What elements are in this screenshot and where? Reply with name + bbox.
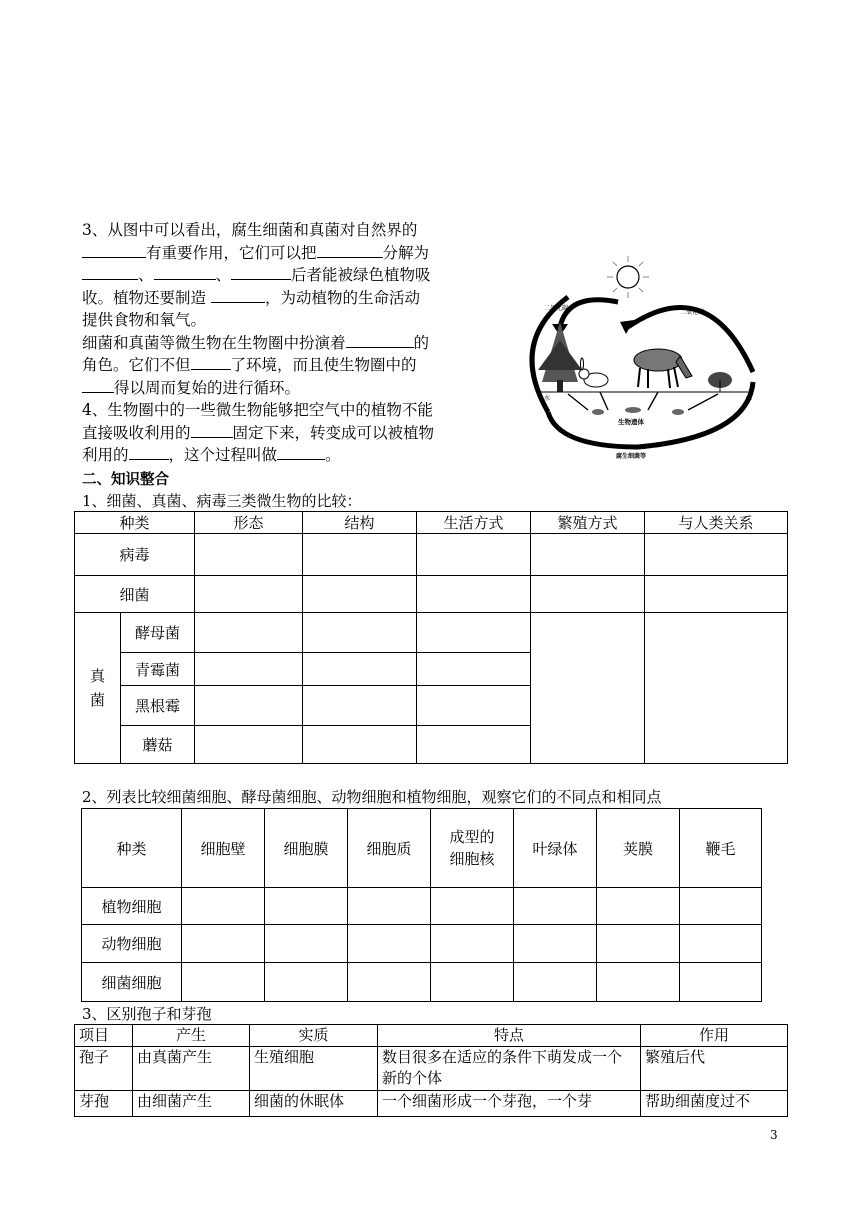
microbe-comparison-table (74, 511, 788, 764)
text: 的 (413, 333, 430, 352)
header-cell: 结构 (303, 512, 417, 534)
header-cell: 特点 (378, 1025, 641, 1047)
table-cell: 帮助细菌度过不 (641, 1091, 788, 1117)
answer-cell[interactable] (680, 925, 762, 963)
answer-cell[interactable] (514, 888, 597, 925)
answer-cell[interactable] (195, 653, 303, 686)
row-label: 青霉菌 (121, 653, 195, 686)
header-cell: 繁殖方式 (531, 512, 645, 534)
answer-cell[interactable] (431, 925, 514, 963)
answer-cell[interactable] (303, 613, 417, 653)
remains-label: 生物遗体 (618, 418, 644, 426)
section-title: 二、知识整合 (82, 472, 169, 488)
text: 了环境，而且使生物圈中的 (230, 356, 417, 374)
header-cell: 产生 (133, 1025, 250, 1047)
answer-cell[interactable] (431, 963, 514, 1002)
row-label: 病毒 (75, 534, 195, 576)
answer-cell[interactable] (680, 888, 762, 925)
header-cell: 细胞壁 (182, 809, 265, 888)
q3-line-3 (82, 264, 472, 287)
text: 固定下来，转变成可以被植物 (232, 423, 435, 442)
answer-cell[interactable] (265, 925, 348, 963)
answer-cell[interactable] (645, 534, 788, 576)
cell-comparison-table (81, 808, 762, 1002)
sun-icon (607, 256, 649, 298)
table-header-row (75, 1025, 788, 1047)
text: 3、从图中可以看出，腐生细菌和真菌对自然界的 (82, 221, 418, 239)
answer-blank[interactable] (191, 422, 233, 438)
tree-icon (538, 322, 582, 392)
answer-cell[interactable] (417, 686, 531, 726)
deer-icon (634, 349, 692, 388)
q4-line-2 (82, 422, 472, 445)
spore-comparison-table (74, 1024, 788, 1117)
table3-caption: 3、区别孢子和芽孢 (82, 1005, 212, 1023)
table-cell: 一个细菌形成一个芽孢，一个芽 (378, 1091, 641, 1117)
answer-cell[interactable] (417, 653, 531, 686)
answer-cell[interactable] (348, 888, 431, 925)
answer-blank[interactable] (191, 354, 231, 370)
answer-cell[interactable] (303, 726, 417, 764)
text: 利用的 (82, 446, 129, 464)
row-label: 细菌 (75, 576, 195, 613)
header-cell: 生活方式 (417, 512, 531, 534)
table-row (75, 1047, 788, 1091)
answer-cell[interactable] (645, 613, 788, 764)
text: 得以周而复始的进行循环。 (114, 378, 301, 397)
answer-cell[interactable] (597, 963, 680, 1002)
answer-cell[interactable] (417, 576, 531, 613)
answer-cell[interactable] (645, 576, 788, 613)
answer-cell[interactable] (531, 576, 645, 613)
answer-cell[interactable] (680, 963, 762, 1002)
table-row (75, 613, 788, 653)
table2-caption: 2、列表比较细菌细胞、酵母菌细胞、动物细胞和植物细胞，观察它们的不同点和相同点 (82, 788, 662, 806)
row-label: 黑根霉 (121, 686, 195, 726)
text: 有重要作用，它们可以把 (146, 243, 317, 262)
text: 、 (215, 266, 232, 284)
page-number: 3 (770, 1128, 778, 1142)
rabbit-icon (579, 358, 608, 387)
text: 收。植物还要制造 (82, 288, 211, 307)
q4-line-3 (82, 444, 472, 467)
answer-cell[interactable] (182, 925, 265, 963)
table-cell: 芽孢 (75, 1091, 133, 1117)
answer-cell[interactable] (303, 576, 417, 613)
text: 角色。它们不但 (82, 356, 191, 374)
answer-cell[interactable] (303, 653, 417, 686)
text: 分解为 (382, 243, 430, 262)
header-cell: 作用 (641, 1025, 788, 1047)
header-cell: 形态 (195, 512, 303, 534)
answer-cell[interactable] (348, 963, 431, 1002)
answer-cell[interactable] (265, 888, 348, 925)
answer-cell[interactable] (348, 925, 431, 963)
text: 直接吸收利用的 (82, 423, 191, 442)
header-cell: 鞭毛 (680, 809, 762, 888)
answer-cell[interactable] (195, 686, 303, 726)
row-label: 酵母菌 (121, 613, 195, 653)
table-cell: 繁殖后代 (641, 1047, 788, 1091)
table-cell: 细菌的休眠体 (250, 1091, 378, 1117)
decay-arrows (568, 392, 718, 410)
remains-icon (592, 407, 684, 415)
table-row (75, 534, 788, 576)
answer-blank[interactable] (277, 444, 325, 460)
q3-line-8 (82, 377, 472, 400)
answer-cell[interactable] (417, 726, 531, 764)
text: 提供食物和氧气。 (82, 311, 207, 329)
header-cell: 种类 (82, 809, 182, 888)
q3-line-5 (82, 309, 472, 332)
text: ，这个过程叫做 (168, 446, 278, 464)
header-cell: 项目 (75, 1025, 133, 1047)
row-label: 植物细胞 (82, 888, 182, 925)
q3-line-7 (82, 354, 472, 377)
nutrient-cycle-diagram (508, 252, 778, 462)
table-cell: 由细菌产生 (133, 1091, 250, 1117)
answer-cell[interactable] (303, 686, 417, 726)
table-row (82, 925, 762, 963)
row-label: 蘑菇 (121, 726, 195, 764)
co2-label: 二氧化碳 (680, 309, 705, 316)
answer-blank[interactable] (211, 287, 265, 303)
text: 。 (325, 446, 341, 464)
answer-cell[interactable] (514, 925, 597, 963)
table-row (82, 888, 762, 925)
answer-blank[interactable] (346, 332, 414, 348)
answer-cell[interactable] (182, 888, 265, 925)
table-row (75, 576, 788, 613)
decomposers-label: 腐生细菌等 (616, 453, 647, 460)
answer-cell[interactable] (265, 963, 348, 1002)
table-cell: 生殖细胞 (250, 1047, 378, 1091)
answer-cell[interactable] (195, 613, 303, 653)
answer-cell[interactable] (431, 888, 514, 925)
co2-label: 二氧化碳 (544, 305, 569, 312)
answer-cell[interactable] (303, 534, 417, 576)
header-cell: 细胞质 (348, 809, 431, 888)
answer-cell[interactable] (597, 888, 680, 925)
answer-cell[interactable] (531, 613, 645, 764)
answer-cell[interactable] (195, 576, 303, 613)
table-header-row (82, 809, 762, 888)
q3-line-4 (82, 287, 472, 310)
question-3 (82, 219, 472, 399)
header-cell: 叶绿体 (514, 809, 597, 888)
answer-blank[interactable] (154, 264, 216, 280)
answer-cell[interactable] (531, 534, 645, 576)
table1-caption: 1、细菌、真菌、病毒三类微生物的比较： (82, 492, 362, 510)
table-row (82, 963, 762, 1002)
text: 后者能被绿色植物吸 (291, 266, 431, 284)
text: ，为动植物的生命活动 (264, 288, 420, 307)
table-header-row (75, 512, 788, 534)
answer-blank[interactable] (231, 264, 291, 280)
table-cell: 孢子 (75, 1047, 133, 1091)
answer-cell[interactable] (417, 613, 531, 653)
text: 细菌和真菌等微生物在生物圈中扮演着 (82, 333, 346, 352)
header-cell: 细胞膜 (265, 809, 348, 888)
answer-cell[interactable] (514, 963, 597, 1002)
answer-blank[interactable] (82, 377, 114, 393)
q3-line-1 (82, 219, 472, 242)
text: 4、生物圈中的一些微生物能够把空气中的植物不能 (82, 401, 433, 419)
header-cell: 与人类关系 (645, 512, 788, 534)
table-cell: 由真菌产生 (133, 1047, 250, 1091)
answer-cell[interactable] (195, 726, 303, 764)
answer-cell[interactable] (195, 534, 303, 576)
row-label: 细菌细胞 (82, 963, 182, 1002)
water-label: 水 (746, 395, 753, 402)
header-cell: 实质 (250, 1025, 378, 1047)
text: 、 (138, 266, 154, 284)
answer-blank[interactable] (82, 242, 146, 258)
water-label: 水 (544, 395, 551, 402)
answer-cell[interactable] (417, 534, 531, 576)
header-cell: 种类 (75, 512, 195, 534)
answer-blank[interactable] (82, 264, 138, 280)
answer-blank[interactable] (317, 242, 383, 258)
q3-line-2 (82, 242, 472, 265)
co2-arrow-left (560, 300, 618, 327)
table-row (75, 1091, 788, 1117)
fungi-label: 真 菌 (75, 613, 121, 764)
q3-line-6 (82, 332, 472, 355)
q4-line-1 (82, 399, 472, 422)
row-label: 动物细胞 (82, 925, 182, 963)
header-cell: 荚膜 (597, 809, 680, 888)
answer-blank[interactable] (129, 444, 169, 460)
question-4 (82, 399, 472, 467)
shrub-icon (708, 372, 732, 392)
header-cell: 成型的 细胞核 (431, 809, 514, 888)
answer-cell[interactable] (182, 963, 265, 1002)
answer-cell[interactable] (597, 925, 680, 963)
table-cell: 数目很多在适应的条件下萌发成一个新的个体 (378, 1047, 641, 1091)
